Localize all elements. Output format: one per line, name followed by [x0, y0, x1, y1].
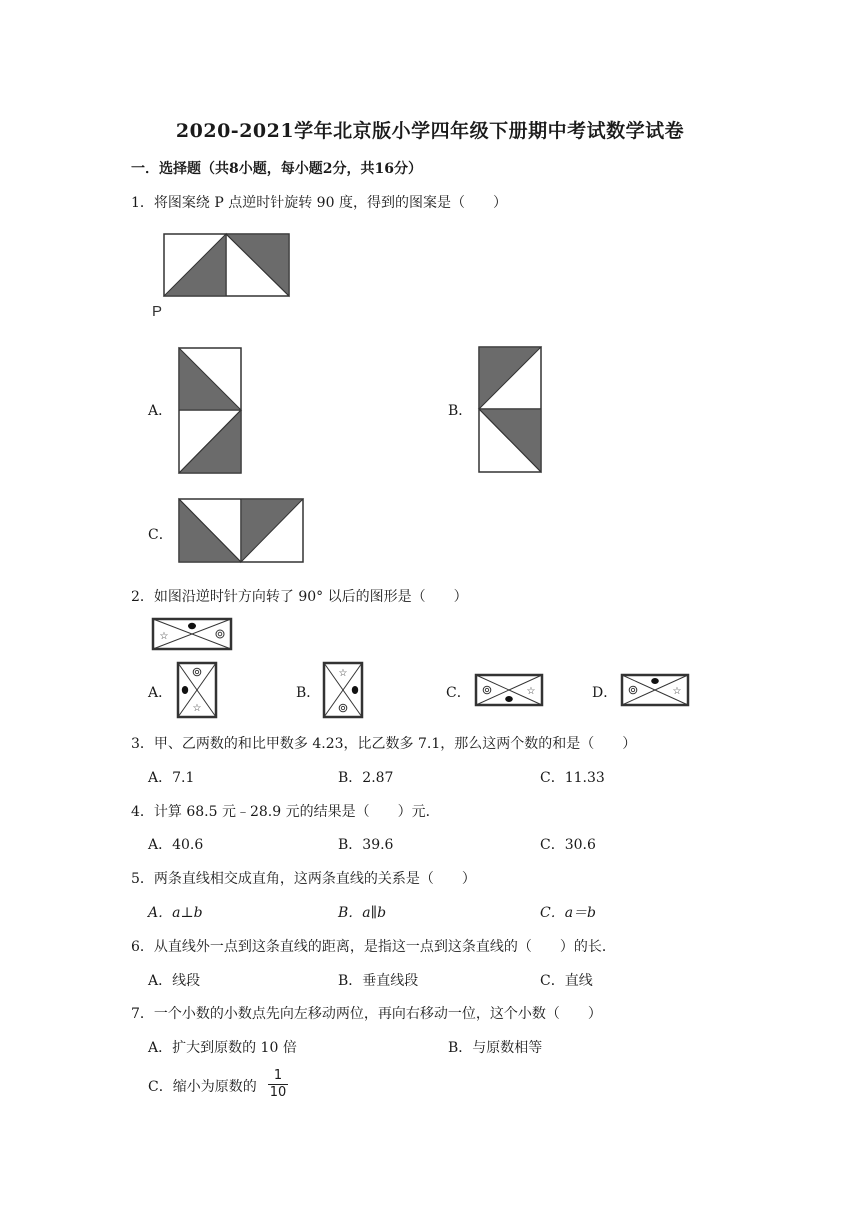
q2-option-b-figure[interactable]	[322, 661, 364, 719]
q2-option-a-figure[interactable]	[176, 661, 218, 719]
q2-option-b[interactable]: B．	[296, 685, 321, 701]
q2-option-c-figure[interactable]	[474, 673, 544, 707]
fraction-numerator: 1	[273, 1068, 283, 1083]
question-4-stem: 4．计算 68.5 元﹣28.9 元的结果是（ ）元．	[131, 804, 440, 820]
q5-option-a[interactable]: A．a⊥b	[148, 905, 203, 921]
q2-figure	[151, 617, 233, 651]
dot-icon	[505, 696, 513, 702]
question-6-stem: 6．从直线外一点到这条直线的距离，是指这一点到这条直线的（ ）的长．	[131, 939, 616, 955]
page-title: 2020-2021学年北京版小学四年级下册期中考试数学试卷	[175, 120, 685, 142]
q2-option-c[interactable]: C．	[446, 685, 471, 701]
q3-option-c[interactable]: C．11.33	[540, 770, 605, 786]
q1-option-a[interactable]: A．	[148, 403, 173, 419]
q7-option-a[interactable]: A．扩大到原数的 10 倍	[148, 1040, 297, 1056]
q1-option-c[interactable]: C．	[148, 527, 173, 543]
dot-icon	[188, 623, 196, 629]
question-3-stem: 3．甲、乙两数的和比甲数多 4.23，比乙数多 7.1，那么这两个数的和是（ ）	[131, 736, 637, 752]
star-icon: ☆	[192, 703, 202, 714]
q7-option-b[interactable]: B．与原数相等	[448, 1040, 543, 1056]
dot-icon	[352, 686, 358, 694]
q3-option-a[interactable]: A．7.1	[148, 770, 195, 786]
q2-option-a[interactable]: A．	[148, 685, 173, 701]
q5-option-c[interactable]: C．a＝b	[540, 905, 597, 921]
dot-icon	[182, 686, 188, 694]
q3-option-b[interactable]: B．2.87	[338, 770, 394, 786]
question-2-stem: 2．如图沿逆时针方向转了 90° 以后的图形是（ ）	[131, 589, 468, 605]
q1-option-b-figure[interactable]	[478, 346, 542, 473]
section-heading: 一．选择题（共8小题，每小题2分，共16分）	[131, 161, 422, 177]
question-1-stem: 1．将图案绕 P 点逆时针旋转 90 度，得到的图案是（ ）	[131, 195, 507, 211]
q1-figure	[150, 228, 295, 323]
dot-icon	[651, 678, 659, 684]
star-icon: ☆	[159, 631, 169, 642]
q1-option-a-figure[interactable]	[178, 347, 242, 474]
star-icon: ☆	[338, 668, 348, 679]
fraction-denominator: 10	[269, 1085, 287, 1100]
fraction-one-tenth	[268, 1069, 288, 1100]
q1-option-c-figure[interactable]	[178, 497, 305, 564]
q6-option-a[interactable]: A．线段	[148, 973, 201, 989]
q6-option-c[interactable]: C．直线	[540, 973, 593, 989]
q5-option-b[interactable]: B．a∥b	[338, 905, 387, 921]
q4-option-c[interactable]: C．30.6	[540, 837, 596, 853]
q4-option-a[interactable]: A．40.6	[148, 837, 204, 853]
star-icon: ☆	[672, 686, 682, 697]
q6-option-b[interactable]: B．垂直线段	[338, 973, 419, 989]
q2-option-d[interactable]: D．	[592, 685, 618, 701]
point-p-label: P	[152, 303, 163, 320]
q1-option-b[interactable]: B．	[448, 403, 473, 419]
q7-option-c[interactable]: C．缩小为原数的	[148, 1079, 257, 1095]
q2-option-d-figure[interactable]	[620, 673, 690, 707]
star-icon: ☆	[526, 686, 536, 697]
question-7-stem: 7．一个小数的小数点先向左移动两位，再向右移动一位，这个小数（ ）	[131, 1006, 602, 1022]
question-5-stem: 5．两条直线相交成直角，这两条直线的关系是（ ）	[131, 871, 476, 887]
q4-option-b[interactable]: B．39.6	[338, 837, 394, 853]
